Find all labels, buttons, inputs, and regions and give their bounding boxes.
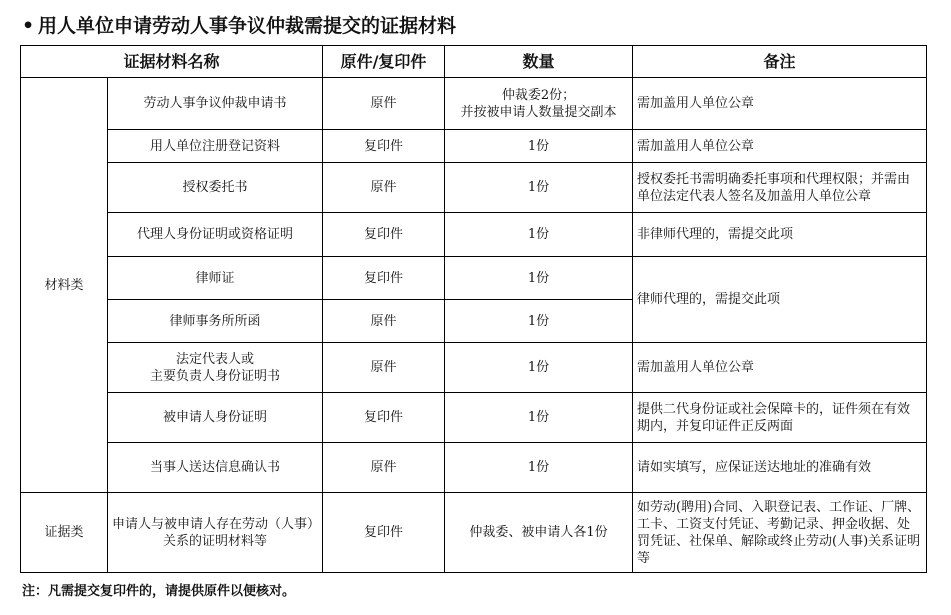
row-qty: 1份 [445, 343, 633, 393]
row-note: 提供二代身份证或社会保障卡的，证件须在有效期内，并复印证件正反两面 [633, 393, 927, 443]
row-note: 请如实填写，应保证送达地址的准确有效 [633, 443, 927, 493]
row-name: 申请人与被申请人存在劳动（人事） 关系的证明材料等 [108, 493, 323, 573]
row-type: 原件 [323, 163, 445, 213]
row-note: 需加盖用人单位公章 [633, 130, 927, 163]
header-type: 原件/复印件 [323, 46, 445, 78]
row-note: 律师代理的，需提交此项 [633, 257, 927, 343]
group-label-materials: 材料类 [21, 78, 108, 493]
header-note: 备注 [633, 46, 927, 78]
row-type: 原件 [323, 443, 445, 493]
row-name: 劳动人事争议仲裁申请书 [108, 78, 323, 130]
table-row [21, 493, 927, 573]
row-qty: 1份 [445, 257, 633, 300]
row-type: 复印件 [323, 257, 445, 300]
evidence-table [20, 45, 927, 573]
table-row [21, 393, 927, 443]
row-type: 原件 [323, 300, 445, 343]
table-row [21, 257, 927, 300]
row-name: 代理人身份证明或资格证明 [108, 213, 323, 257]
row-note: 非律师代理的，需提交此项 [633, 213, 927, 257]
row-name: 律师事务所所函 [108, 300, 323, 343]
row-name: 被申请人身份证明 [108, 393, 323, 443]
row-type: 原件 [323, 78, 445, 130]
row-type: 复印件 [323, 213, 445, 257]
table-row [21, 163, 927, 213]
row-name: 授权委托书 [108, 163, 323, 213]
footnote: 注：凡需提交复印件的，请提供原件以便核对。 [22, 584, 296, 599]
row-qty: 仲裁委、被申请人各1份 [445, 493, 633, 573]
row-name: 律师证 [108, 257, 323, 300]
row-qty: 1份 [445, 163, 633, 213]
table-header-row [21, 46, 927, 78]
table-row [21, 343, 927, 393]
row-type: 复印件 [323, 393, 445, 443]
row-qty: 1份 [445, 443, 633, 493]
row-qty: 1份 [445, 300, 633, 343]
row-qty: 1份 [445, 213, 633, 257]
row-name: 当事人送达信息确认书 [108, 443, 323, 493]
row-qty: 1份 [445, 393, 633, 443]
row-name: 用人单位注册登记资料 [108, 130, 323, 163]
bullet-icon: • [22, 15, 35, 37]
table-row [21, 443, 927, 493]
row-note: 需加盖用人单位公章 [633, 343, 927, 393]
row-qty: 1份 [445, 130, 633, 163]
header-name: 证据材料名称 [21, 46, 323, 78]
row-note: 授权委托书需明确委托事项和代理权限；并需由单位法定代表人签名及加盖用人单位公章 [633, 163, 927, 213]
table-row [21, 213, 927, 257]
row-note: 如劳动(聘用)合同、入职登记表、工作证、厂牌、工卡、工资支付凭证、考勤记录、押金收据、处罚凭证、社保单、解除或终止劳动(人事)关系证明等 [633, 493, 927, 573]
header-qty: 数量 [445, 46, 633, 78]
row-type: 复印件 [323, 493, 445, 573]
group-label-evidence: 证据类 [21, 493, 108, 573]
row-type: 复印件 [323, 130, 445, 163]
table-row [21, 130, 927, 163]
table-row [21, 78, 927, 130]
row-type: 原件 [323, 343, 445, 393]
page-title [22, 10, 922, 42]
row-name: 法定代表人或 主要负责人身份证明书 [108, 343, 323, 393]
row-qty: 仲裁委2份； 并按被申请人数量提交副本 [445, 78, 633, 130]
title-text: 用人单位申请劳动人事争议仲裁需提交的证据材料 [38, 15, 457, 37]
row-note: 需加盖用人单位公章 [633, 78, 927, 130]
